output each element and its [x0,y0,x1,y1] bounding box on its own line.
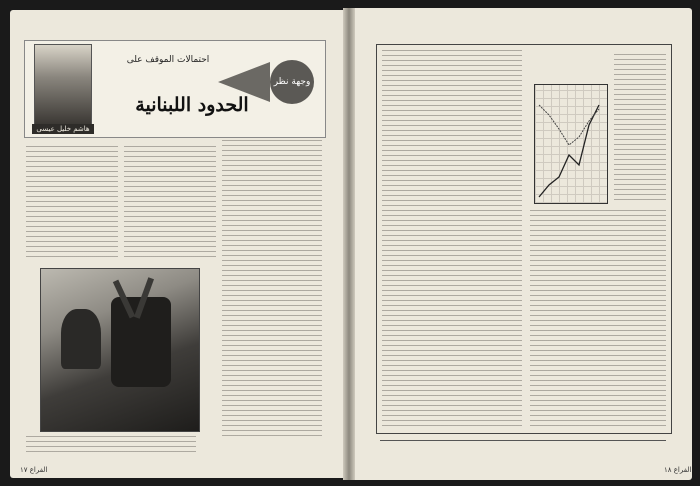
below-photo-text [26,436,196,456]
author-portrait [34,44,92,126]
article-photo [40,268,200,432]
middle-column-text [124,146,216,258]
right-side-text [614,54,666,204]
right-column-text [222,140,322,440]
line-chart [534,84,608,204]
right-footnote-rule [380,440,666,441]
article-title: الحدود اللبنانية [135,94,249,116]
right-page-number: الفراع ١٨ [664,466,692,474]
right-top-text [382,50,522,430]
book-spine [343,8,355,480]
section-badge: وجهة نظر [270,60,314,104]
author-name: هاشم خليل عيسى [32,124,94,134]
left-column-text [26,146,118,258]
header-arrow-shape [218,62,270,102]
right-lower-text [530,210,666,430]
article-subtitle: احتمالات الموقف على [126,55,210,65]
left-page-number: الفراع ١٧ [20,466,48,474]
